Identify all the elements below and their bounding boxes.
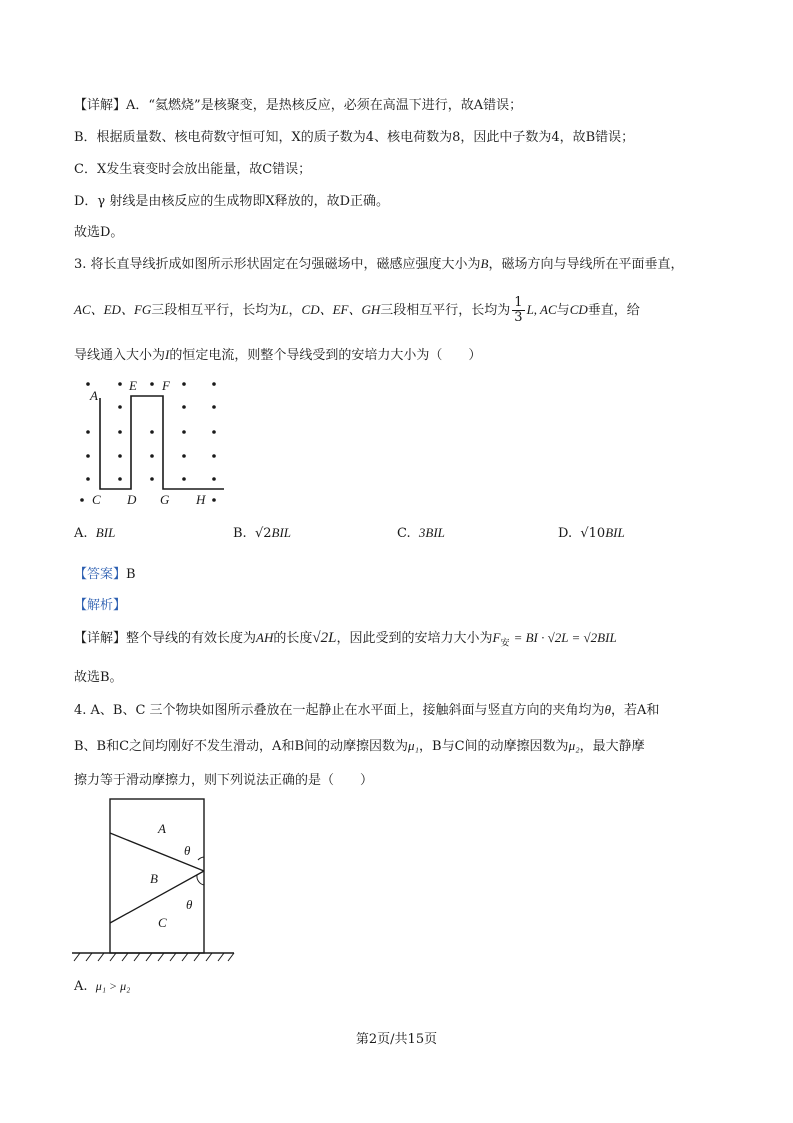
fig-label-c: C bbox=[92, 492, 101, 507]
detail-q3-tag: 【详解】 bbox=[74, 631, 127, 646]
choice-b-value: BIL bbox=[271, 525, 292, 540]
choice-d-sqrt: √10 bbox=[580, 526, 606, 541]
q4-text-1b: ，若A和 bbox=[610, 703, 660, 718]
bent-wire bbox=[100, 396, 224, 489]
q4-choice-a[interactable] bbox=[74, 976, 130, 997]
q4-text-2b: ，B与C间的动摩擦因数为 bbox=[419, 739, 569, 754]
detail-line-a bbox=[74, 96, 522, 116]
answer-line bbox=[74, 565, 136, 585]
ground-hatching bbox=[74, 953, 234, 961]
detail-line-d: D．γ 射线是由核反应的生成物即X释放的，故D正确。 bbox=[74, 194, 390, 209]
fig-block-b: B bbox=[150, 871, 158, 886]
q3-choice-d[interactable] bbox=[558, 525, 625, 541]
detail-q3-e: ，因此受到的安培力大小为 bbox=[336, 631, 493, 646]
q3-text-2d: ， bbox=[288, 303, 302, 318]
q3-text-2f: 三段相互平行，长均为 bbox=[380, 303, 511, 318]
fig-label-d: D bbox=[127, 492, 137, 507]
answer-tag: 【答案】 bbox=[74, 567, 127, 582]
choice-d-label: D. bbox=[558, 526, 573, 541]
q4-blocks-figure bbox=[72, 797, 247, 967]
detail-line-b: B．根据质量数、核电荷数守恒可知，X的质子数为4、核电荷数为8，因此中子数为4，故B错误； bbox=[74, 130, 635, 145]
detail-tag: 【详解】 bbox=[74, 98, 127, 113]
fig-theta-2: θ bbox=[186, 897, 193, 912]
q3-line-3 bbox=[74, 345, 481, 366]
q3-var-lac: L, AC bbox=[526, 302, 557, 317]
frac-den: 3 bbox=[514, 310, 523, 325]
q3-var-i: I bbox=[165, 347, 170, 362]
detail-q3-c: 的长度 bbox=[273, 631, 313, 646]
choice-c-label: C. bbox=[397, 526, 411, 541]
fig-label-f: F bbox=[162, 378, 170, 393]
q4-mu1: μ₁ bbox=[408, 738, 420, 753]
q4-mu2: μ₂ bbox=[568, 738, 580, 753]
fig-block-a: A bbox=[158, 821, 166, 836]
analysis-tag: 【解析】 bbox=[74, 598, 127, 613]
fig-label-a: A bbox=[90, 388, 98, 403]
q3-line-1 bbox=[74, 254, 684, 275]
q3-var-cd: CD bbox=[569, 302, 588, 317]
fig-label-e: E bbox=[129, 378, 137, 393]
q4-text-1a: 4. A、B、C 三个物块如图所示叠放在一起静止在水平面上，接触斜面与竖直方向的夹角均为 bbox=[74, 703, 605, 718]
q3-wire-figure bbox=[76, 376, 226, 511]
choice-b-label: B. bbox=[233, 526, 247, 541]
detail-q3-a: 整个导线的有效长度为 bbox=[126, 631, 257, 646]
fig-label-g: G bbox=[160, 492, 170, 507]
select-b: 故选B。 bbox=[74, 670, 123, 685]
detail-q3-ah: AH bbox=[256, 630, 274, 645]
q3-seg-1: AC、ED、FG bbox=[74, 302, 152, 317]
angle-arc-2 bbox=[197, 875, 204, 885]
q3-text-2h: 与 bbox=[556, 303, 570, 318]
choice-b-sqrt: √2 bbox=[254, 526, 272, 541]
choice-d-value: BIL bbox=[605, 525, 625, 540]
angle-arc-1 bbox=[198, 857, 204, 860]
q3-line-2 bbox=[74, 296, 640, 325]
answer-value: B bbox=[126, 567, 136, 582]
detail-line-c: C．X发生衰变时会放出能量，故C错误； bbox=[74, 162, 312, 177]
detail-q3 bbox=[74, 628, 617, 654]
detail-q3-formula: = BI · √2L = √2BIL bbox=[513, 630, 617, 645]
frac-num: 1 bbox=[514, 295, 523, 310]
choice-a-label: A. bbox=[74, 526, 88, 541]
q3-text-2b: 三段相互平行，长均为 bbox=[151, 303, 282, 318]
q4-theta: θ bbox=[604, 702, 611, 717]
detail-q3-f: F bbox=[492, 630, 501, 645]
page-footer: 第2页/共15页 bbox=[355, 1032, 438, 1047]
fig-label-h: H bbox=[196, 492, 206, 507]
q3-text-2j: 垂直，给 bbox=[587, 303, 640, 318]
select-d: 故选D。 bbox=[74, 225, 124, 240]
q4-line-2 bbox=[74, 736, 645, 757]
detail-q3-f-sub: 安 bbox=[500, 638, 510, 649]
q3-text-1c: ，磁场方向与导线所在平面垂直， bbox=[488, 257, 684, 272]
q3-var-l: L bbox=[281, 302, 289, 317]
q3-choice-c[interactable] bbox=[397, 525, 445, 541]
q4-text-2c: ，最大静摩 bbox=[579, 739, 645, 754]
q3-text-3a: 导线通入大小为 bbox=[74, 348, 166, 363]
fig-theta-1: θ bbox=[184, 843, 191, 858]
q3-choice-b[interactable] bbox=[233, 525, 291, 541]
choice-a-value: BIL bbox=[95, 525, 116, 540]
q3-seg-2: CD、EF、GH bbox=[301, 302, 381, 317]
q4-choice-a-label: A. bbox=[74, 979, 88, 994]
q4-choice-a-value: μ₁ > μ₂ bbox=[95, 979, 131, 993]
q4-line-1 bbox=[74, 700, 659, 721]
fig-block-c: C bbox=[158, 915, 167, 930]
choice-c-value: 3BIL bbox=[418, 525, 445, 540]
q4-line-3: 擦力等于滑动摩擦力，则下列说法正确的是（ ） bbox=[74, 773, 374, 788]
q3-text-1a: 3. 将长直导线折成如图所示形状固定在匀强磁场中，磁感应强度大小为 bbox=[74, 257, 481, 272]
detail-a-text: A．“氦燃烧”是核聚变，是热核反应，必须在高温下进行，故A错误； bbox=[126, 98, 523, 113]
q3-choice-a[interactable] bbox=[74, 525, 115, 541]
fraction-one-third bbox=[512, 296, 524, 325]
detail-q3-sqrt2l: √2L bbox=[312, 630, 337, 646]
q3-var-b: B bbox=[480, 256, 489, 271]
q4-text-2a: B、B和C之间均刚好不发生滑动，A和B间的动摩擦因数为 bbox=[74, 739, 408, 754]
q3-text-3c: 的恒定电流，则整个导线受到的安培力大小为（ ） bbox=[169, 348, 482, 363]
